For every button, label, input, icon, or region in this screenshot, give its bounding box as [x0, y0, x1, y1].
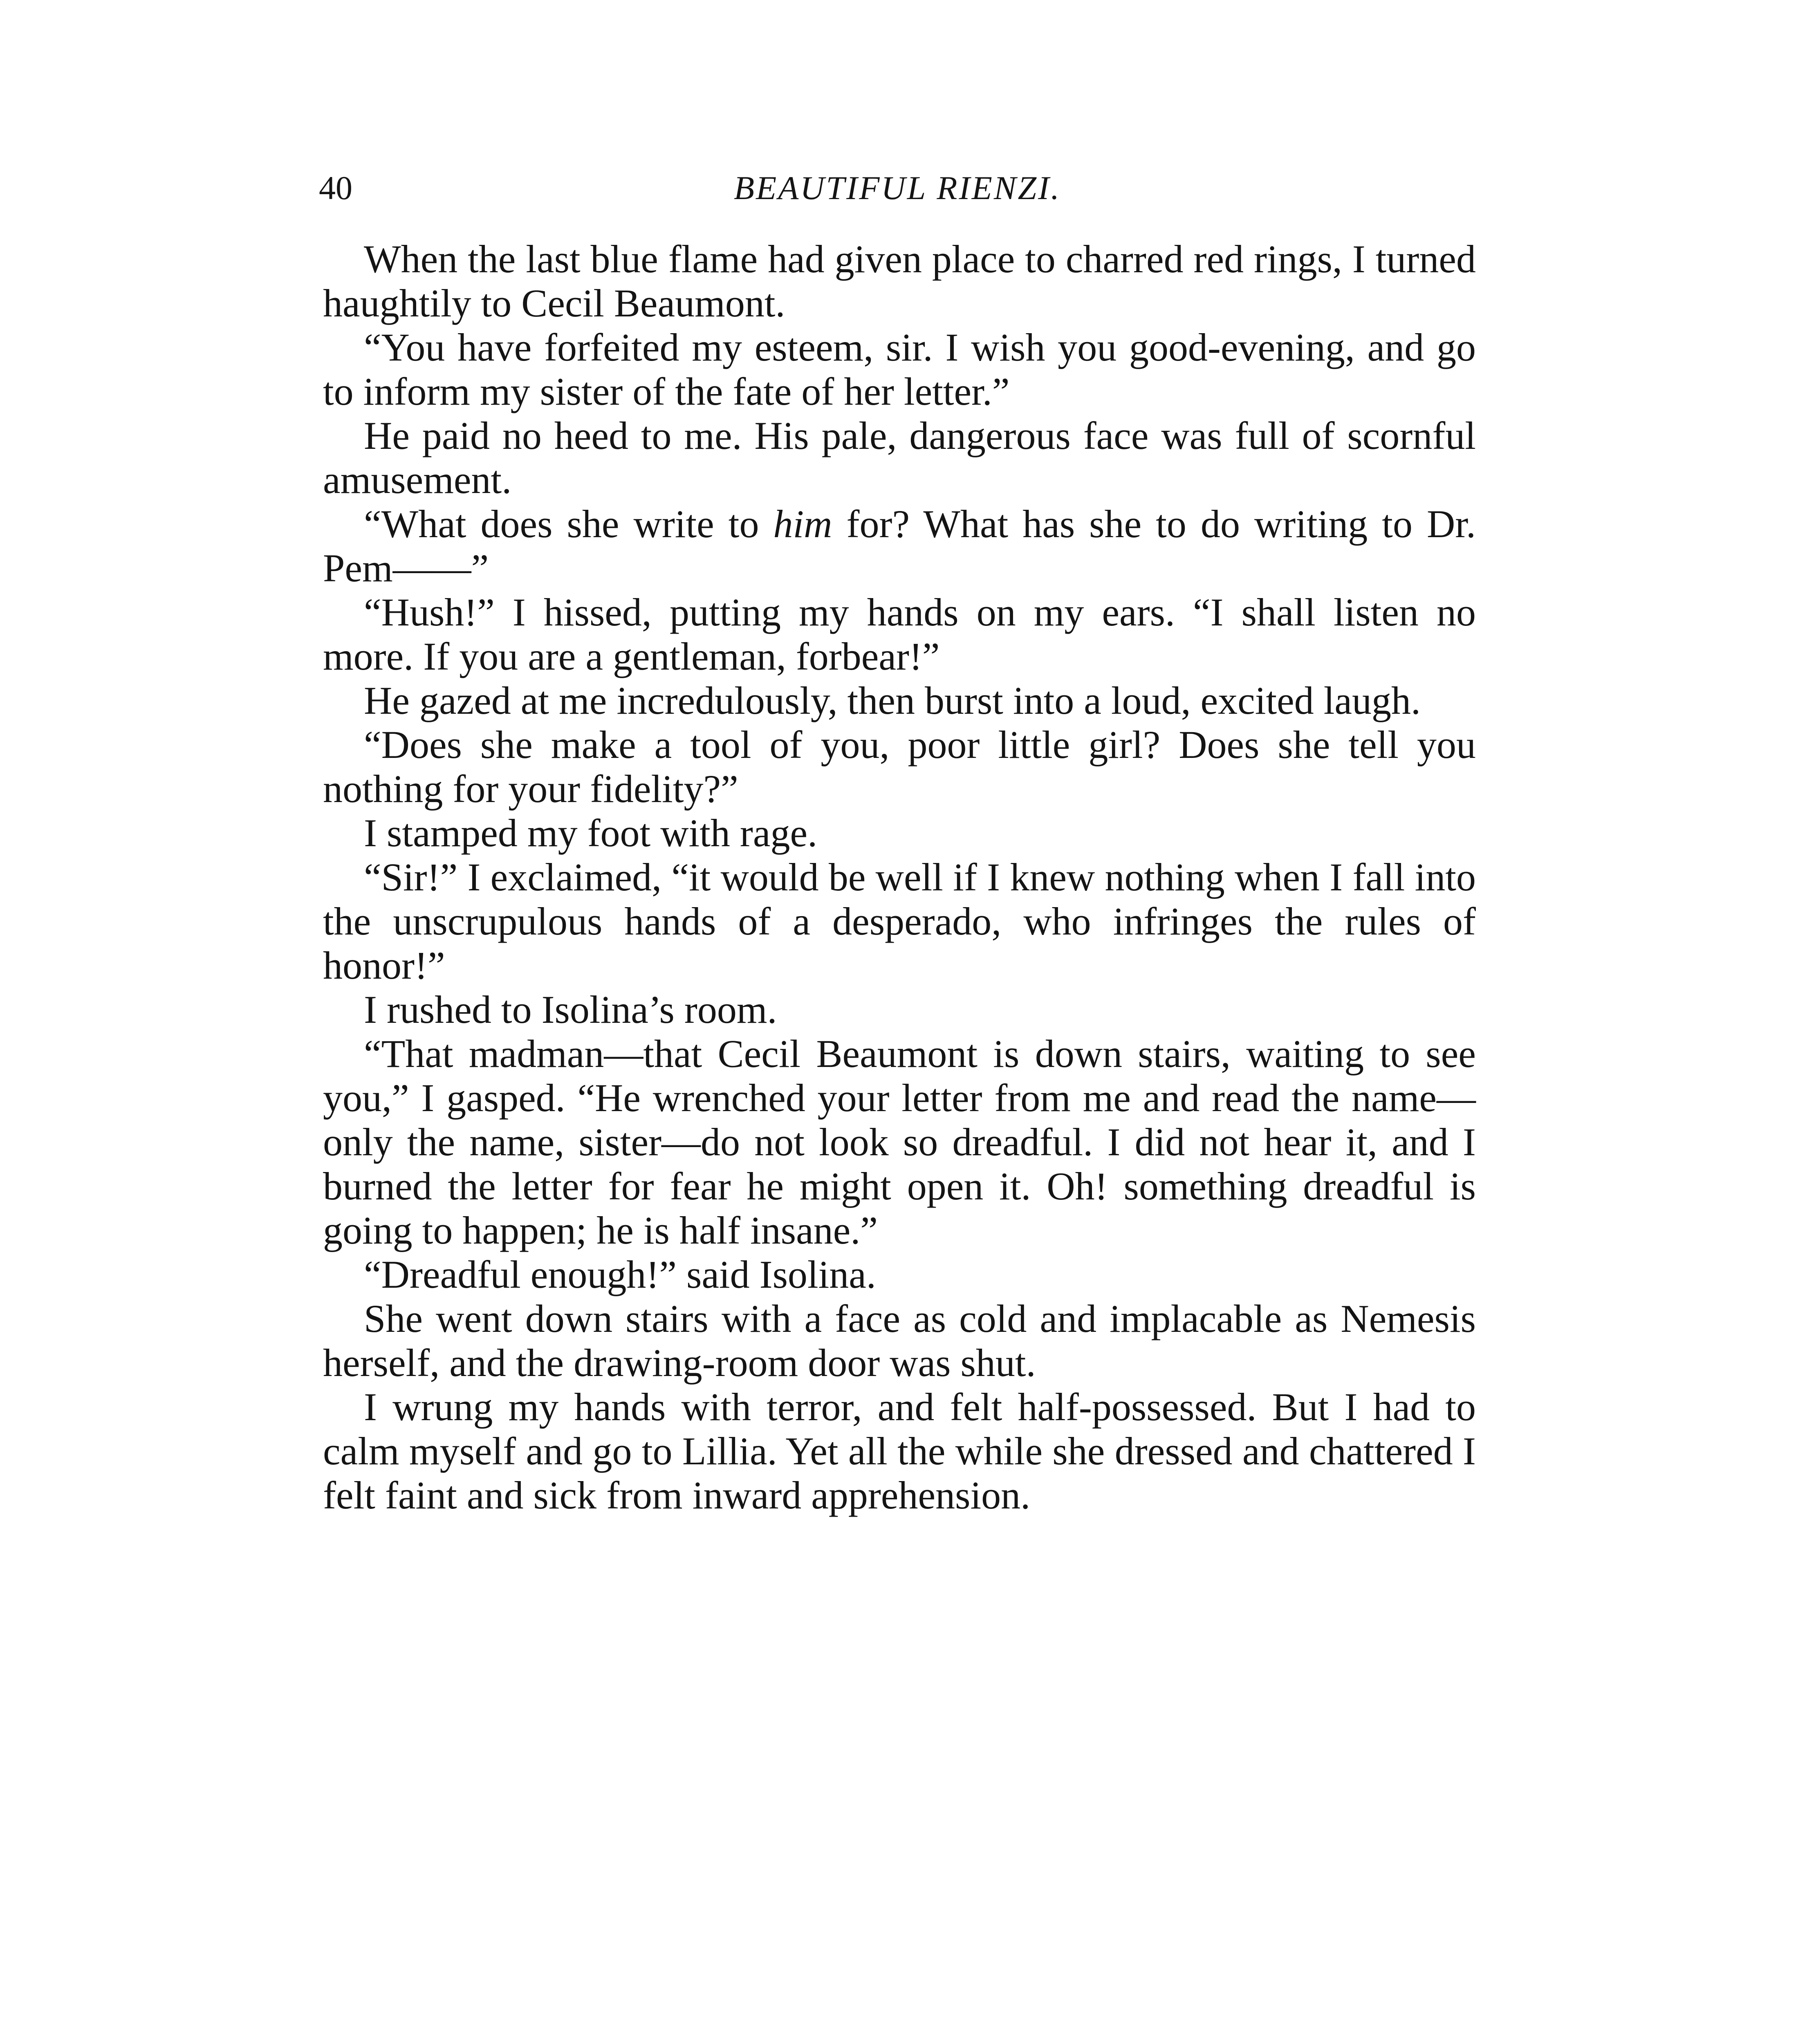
paragraph-text: for? What has she to do writing to Dr. Pem——” [323, 502, 1476, 590]
page-number: 40 [319, 169, 352, 206]
paragraph: I rushed to Isolina’s room. [364, 988, 777, 1031]
paragraph: “You have forfeited my esteem, sir. I wish you good-evening, and go to inform my sister of the fate of her letter.” [323, 325, 1476, 413]
paragraph: “Does she make a tool of you, poor little girl? Does she tell you nothing for your fidelity?” [323, 723, 1476, 811]
running-head: BEAUTIFUL RIENZI. [734, 169, 1061, 206]
page-header [319, 164, 1476, 213]
paragraph-text: “What does she write to [364, 502, 773, 546]
paragraph: “Dreadful enough!” said Isolina. [364, 1253, 876, 1296]
body-text [323, 237, 1476, 1517]
paragraph: “Hush!” I hissed, putting my hands on my ears. “I shall listen no more. If you are a gentleman, forbear!” [323, 590, 1476, 678]
paragraph: He paid no heed to me. His pale, dangerous face was full of scornful amusement. [323, 414, 1476, 502]
paragraph: I stamped my foot with rage. [364, 811, 818, 855]
paragraph: He gazed at me incredulously, then burst into a loud, excited laugh. [364, 679, 1421, 722]
paragraph [323, 502, 1476, 590]
paragraph: She went down stairs with a face as cold and implacable as Nemesis herself, and the drawing-room door was shut. [323, 1297, 1476, 1385]
paragraph: “Sir!” I exclaimed, “it would be well if I knew nothing when I fall into the unscrupulous hands of a desperado, who infringes the rules of honor!” [323, 855, 1476, 987]
paragraph: I wrung my hands with terror, and felt half-possessed. But I had to calm myself and go to Lillia. Yet all the while she dressed and chattered I felt faint and sick from inward apprehension. [323, 1385, 1476, 1517]
paragraph: “That madman—that Cecil Beaumont is down stairs, waiting to see you,” I gasped. “He wrenched your letter from me and read the name—only the name, sister—do not look so dreadful. I did not hear it, and I burned the letter for fear he might open it. Oh! something dreadful is going to happen; he is half insane.” [323, 1032, 1476, 1252]
paragraph: When the last blue flame had given place to charred red rings, I turned haughtily to Cecil Beaumont. [323, 237, 1476, 325]
emphasis: him [773, 502, 832, 546]
